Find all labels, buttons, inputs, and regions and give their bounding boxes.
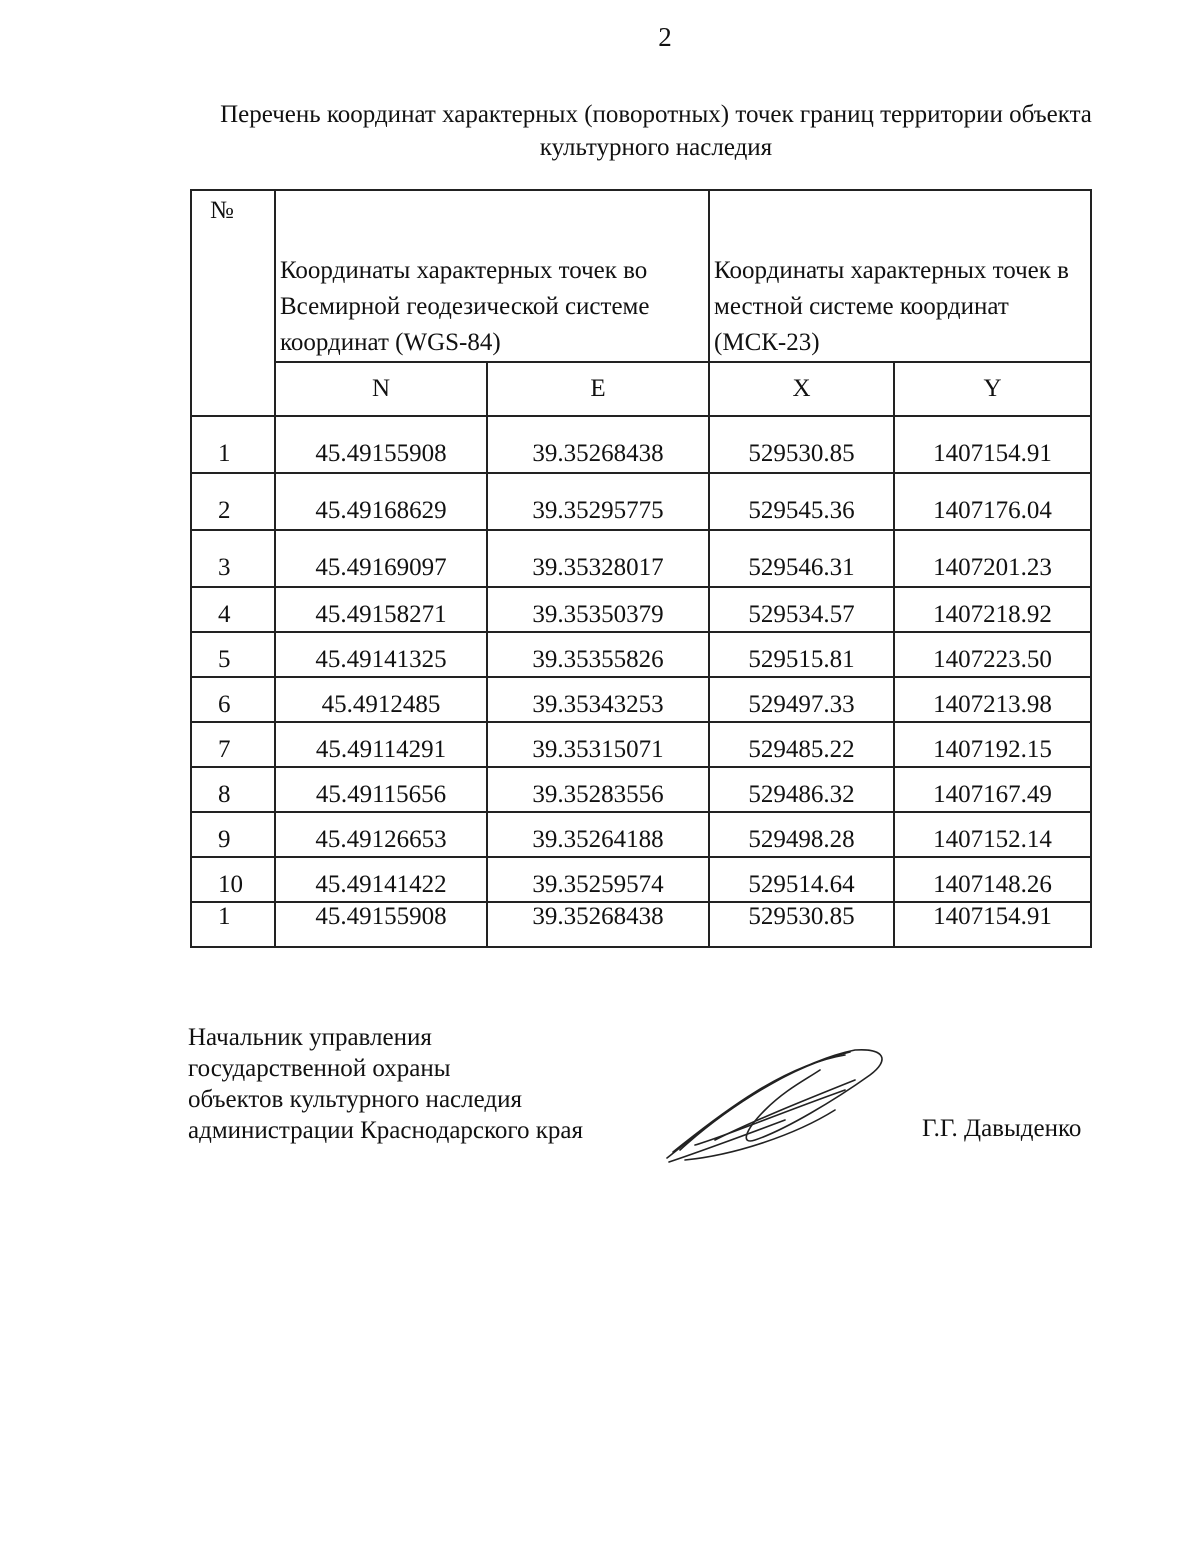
cell-e: 39.35268438 [487, 902, 709, 947]
cell-n: 45.49169097 [275, 530, 487, 587]
cell-number: 7 [191, 722, 275, 767]
cell-x: 529498.28 [709, 812, 894, 857]
page-number: 2 [658, 22, 672, 52]
table-row [191, 767, 1091, 812]
coordinates-table [190, 189, 1092, 948]
cell-number: 5 [191, 632, 275, 677]
table-header-row [191, 190, 1091, 362]
cell-y: 1407167.49 [894, 767, 1091, 812]
cell-number: 6 [191, 677, 275, 722]
header-number: № [191, 190, 275, 416]
cell-number: 9 [191, 812, 275, 857]
table-row [191, 632, 1091, 677]
header-n: N [275, 362, 487, 416]
cell-x: 529485.22 [709, 722, 894, 767]
cell-x: 529486.32 [709, 767, 894, 812]
cell-y: 1407213.98 [894, 677, 1091, 722]
cell-y: 1407152.14 [894, 812, 1091, 857]
cell-n: 45.49114291 [275, 722, 487, 767]
cell-n: 45.49126653 [275, 812, 487, 857]
cell-n: 45.49168629 [275, 473, 487, 530]
cell-y: 1407154.91 [894, 416, 1091, 473]
cell-e: 39.35264188 [487, 812, 709, 857]
cell-n: 45.49155908 [275, 902, 487, 947]
signer-name: Г.Г. Давыденко [922, 1115, 1082, 1142]
cell-y: 1407201.23 [894, 530, 1091, 587]
cell-e: 39.35350379 [487, 587, 709, 632]
cell-x: 529530.85 [709, 902, 894, 947]
signer-position-line: администрации Краснодарского края [188, 1117, 584, 1144]
cell-y: 1407192.15 [894, 722, 1091, 767]
cell-x: 529546.31 [709, 530, 894, 587]
cell-e: 39.35355826 [487, 632, 709, 677]
cell-e: 39.35343253 [487, 677, 709, 722]
table-row [191, 722, 1091, 767]
cell-n: 45.4912485 [275, 677, 487, 722]
cell-y: 1407148.26 [894, 857, 1091, 902]
cell-number: 4 [191, 587, 275, 632]
table-row [191, 587, 1091, 632]
cell-y: 1407176.04 [894, 473, 1091, 530]
cell-number: 1 [191, 416, 275, 473]
cell-number: 2 [191, 473, 275, 530]
cell-y: 1407154.91 [894, 902, 1091, 947]
signer-position-line: Начальник управления [188, 1024, 432, 1051]
header-y: Y [894, 362, 1091, 416]
table-row [191, 530, 1091, 587]
cell-x: 529497.33 [709, 677, 894, 722]
cell-x: 529534.57 [709, 587, 894, 632]
cell-n: 45.49141422 [275, 857, 487, 902]
cell-y: 1407218.92 [894, 587, 1091, 632]
document-title: Перечень координат характерных (поворотных) точек границ территории объекта культурного наследия [220, 101, 1092, 161]
cell-n: 45.49155908 [275, 416, 487, 473]
table-row [191, 416, 1091, 473]
cell-x: 529530.85 [709, 416, 894, 473]
table-row [191, 677, 1091, 722]
cell-n: 45.49141325 [275, 632, 487, 677]
cell-e: 39.35315071 [487, 722, 709, 767]
table-row [191, 857, 1091, 902]
cell-x: 529545.36 [709, 473, 894, 530]
signer-position-line: объектов культурного наследия [188, 1086, 522, 1113]
cell-number: 8 [191, 767, 275, 812]
table-row [191, 902, 1091, 947]
cell-e: 39.35295775 [487, 473, 709, 530]
cell-e: 39.35328017 [487, 530, 709, 587]
header-x: X [709, 362, 894, 416]
header-msk23: Координаты характерных точек в местной системе координат (МСК-23) [709, 190, 1091, 362]
cell-e: 39.35283556 [487, 767, 709, 812]
cell-x: 529515.81 [709, 632, 894, 677]
cell-e: 39.35268438 [487, 416, 709, 473]
header-e: E [487, 362, 709, 416]
signer-position-line: государственной охраны [188, 1055, 451, 1082]
cell-number: 3 [191, 530, 275, 587]
table-subheader-row [191, 362, 1091, 416]
signer-position [188, 1022, 583, 1146]
header-wgs84: Координаты характерных точек во Всемирной геодезической системе координат (WGS-84) [275, 190, 709, 362]
cell-number: 10 [191, 857, 275, 902]
cell-e: 39.35259574 [487, 857, 709, 902]
table-row [191, 812, 1091, 857]
table-row [191, 473, 1091, 530]
cell-x: 529514.64 [709, 857, 894, 902]
cell-y: 1407223.50 [894, 632, 1091, 677]
cell-n: 45.49158271 [275, 587, 487, 632]
cell-number: 1 [191, 902, 275, 947]
handwritten-signature [655, 1040, 895, 1170]
cell-n: 45.49115656 [275, 767, 487, 812]
